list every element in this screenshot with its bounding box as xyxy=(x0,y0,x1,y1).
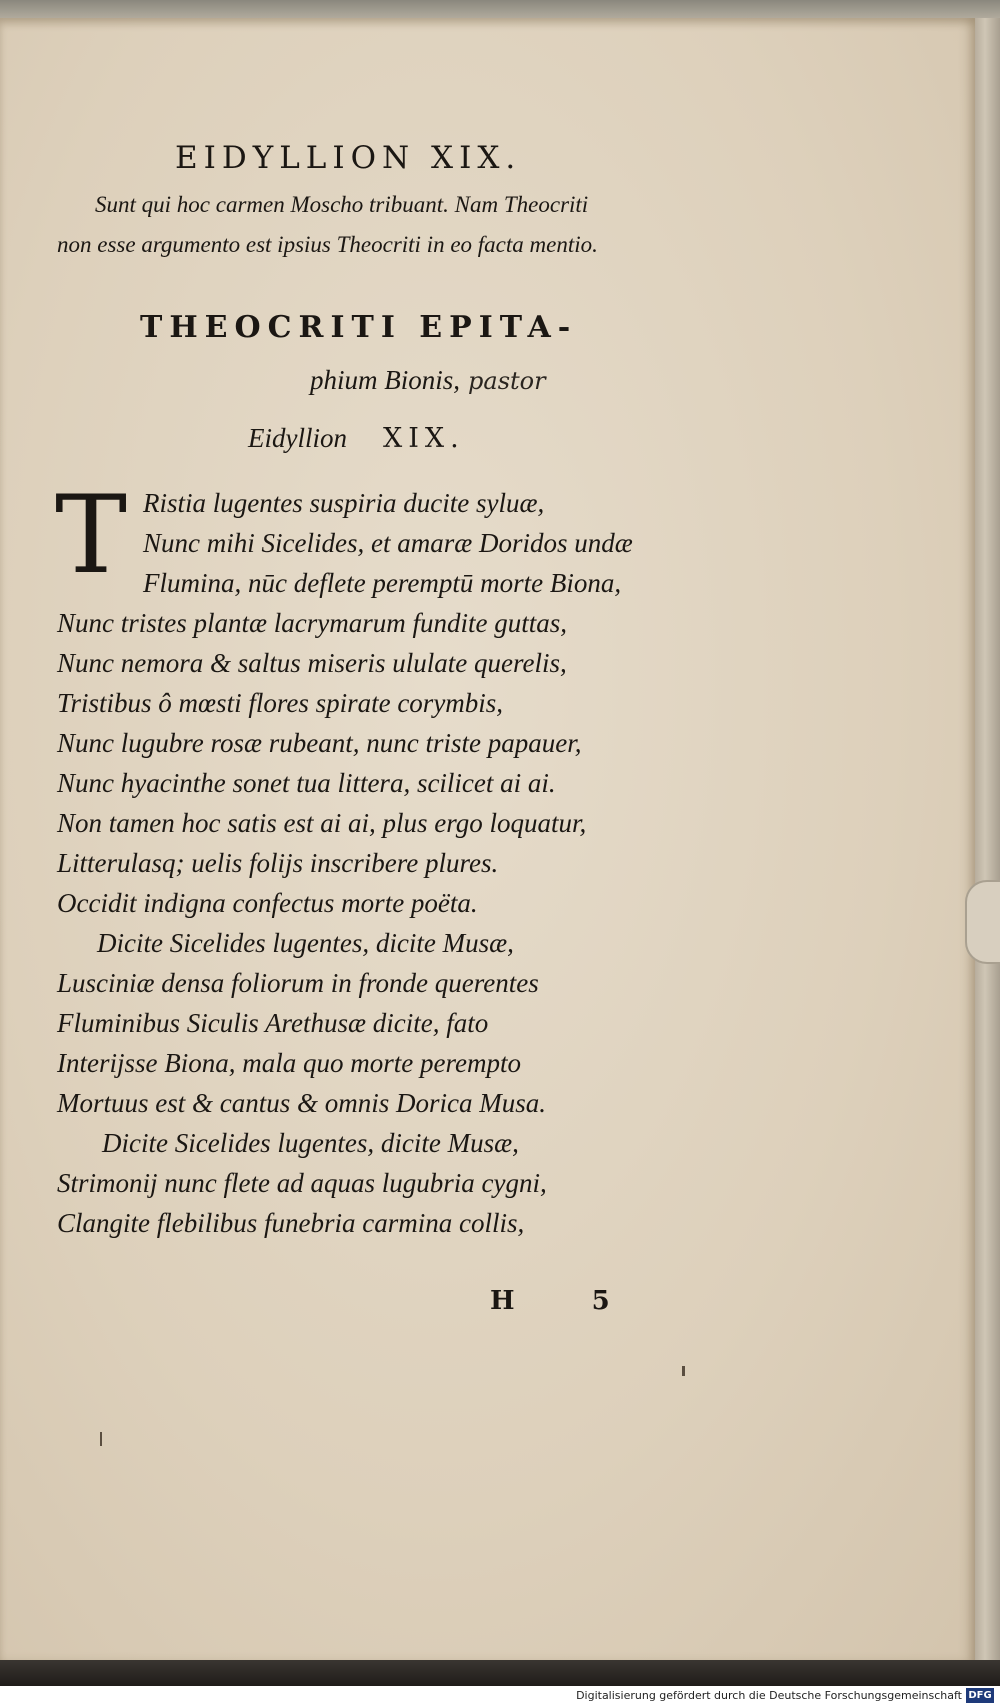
stray-mark xyxy=(100,1432,102,1446)
verse-line-16: Mortuus est & cantus & omnis Dorica Musa. xyxy=(57,1088,546,1118)
verse-line-6: Tristibus ô mœsti flores spirate corymbis, xyxy=(57,688,504,718)
header-note-line-1: Sunt qui hoc carmen Moscho tribuant. Nam Theocriti xyxy=(95,192,589,217)
eidyllion-word: Eidyllion xyxy=(248,423,347,453)
page-bottom-edge xyxy=(0,1660,1000,1686)
verse-line-2: Nunc mihi Sicelides, et amaræ Doridos undæ xyxy=(143,528,633,558)
page-clip-mark xyxy=(965,880,1000,964)
section-subtitle xyxy=(310,365,546,396)
verse-line-4: Nunc tristes plantæ lacrymarum fundite guttas, xyxy=(57,608,567,638)
verse-line-13: Lusciniæ densa foliorum in fronde querentes xyxy=(57,968,539,998)
verse-line-7: Nunc lugubre rosæ rubeant, nunc triste papauer, xyxy=(57,728,582,758)
verse-line-11: Occidit indigna confectus morte poëta. xyxy=(57,888,478,918)
verse-line-5: Nunc nemora & saltus miseris ululate querelis, xyxy=(57,648,567,678)
verse-line-3: Flumina, nūc deflete peremptū morte Biona, xyxy=(143,568,622,598)
dfg-logo: DFG xyxy=(966,1688,994,1703)
eidyllion-number: XIX. xyxy=(382,423,465,454)
page-right-edge xyxy=(975,18,1000,1663)
verse-line-18: Strimonij nunc flete ad aquas lugubria cygni, xyxy=(57,1168,547,1198)
footer-bar xyxy=(0,1686,1000,1706)
verse-line-19: Clangite flebilibus funebria carmina collis, xyxy=(57,1208,525,1238)
verse-line-15: Interijsse Biona, mala quo morte perempto xyxy=(57,1048,521,1078)
verse-line-12: Dicite Sicelides lugentes, dicite Musæ, xyxy=(97,928,514,958)
verse-line-14: Fluminibus Siculis Arethusæ dicite, fato xyxy=(57,1008,489,1038)
verse-line-17: Dicite Sicelides lugentes, dicite Musæ, xyxy=(102,1128,519,1158)
section-subtitle-eidyllion xyxy=(248,423,465,454)
paper-sheet xyxy=(0,18,975,1663)
verse-line-9: Non tamen hoc satis est ai ai, plus ergo loquatur, xyxy=(57,808,587,838)
section-subtitle-text: phium Bionis, xyxy=(310,365,461,395)
drop-cap-letter: T xyxy=(55,473,128,598)
section-title: THEOCRITI EPITA- xyxy=(140,310,578,345)
header-note-line-2: non esse argumento est ipsius Theocriti in eo facta mentio. xyxy=(57,232,598,257)
handwritten-annotation: pastor xyxy=(468,367,546,395)
verse-line-1: Ristia lugentes suspiria ducite syluæ, xyxy=(143,488,545,518)
verse-line-10: Litterulasq; uelis folijs inscribere plures. xyxy=(57,848,499,878)
header-title: EIDYLLION XIX. xyxy=(175,140,522,176)
page-signature: H 5 xyxy=(490,1286,644,1316)
stray-mark xyxy=(682,1366,685,1376)
verse-line-8: Nunc hyacinthe sonet tua littera, scilicet ai ai. xyxy=(57,768,556,798)
footer-credit-text: Digitalisierung gefördert durch die Deutsche Forschungsgemeinschaft xyxy=(576,1689,962,1702)
